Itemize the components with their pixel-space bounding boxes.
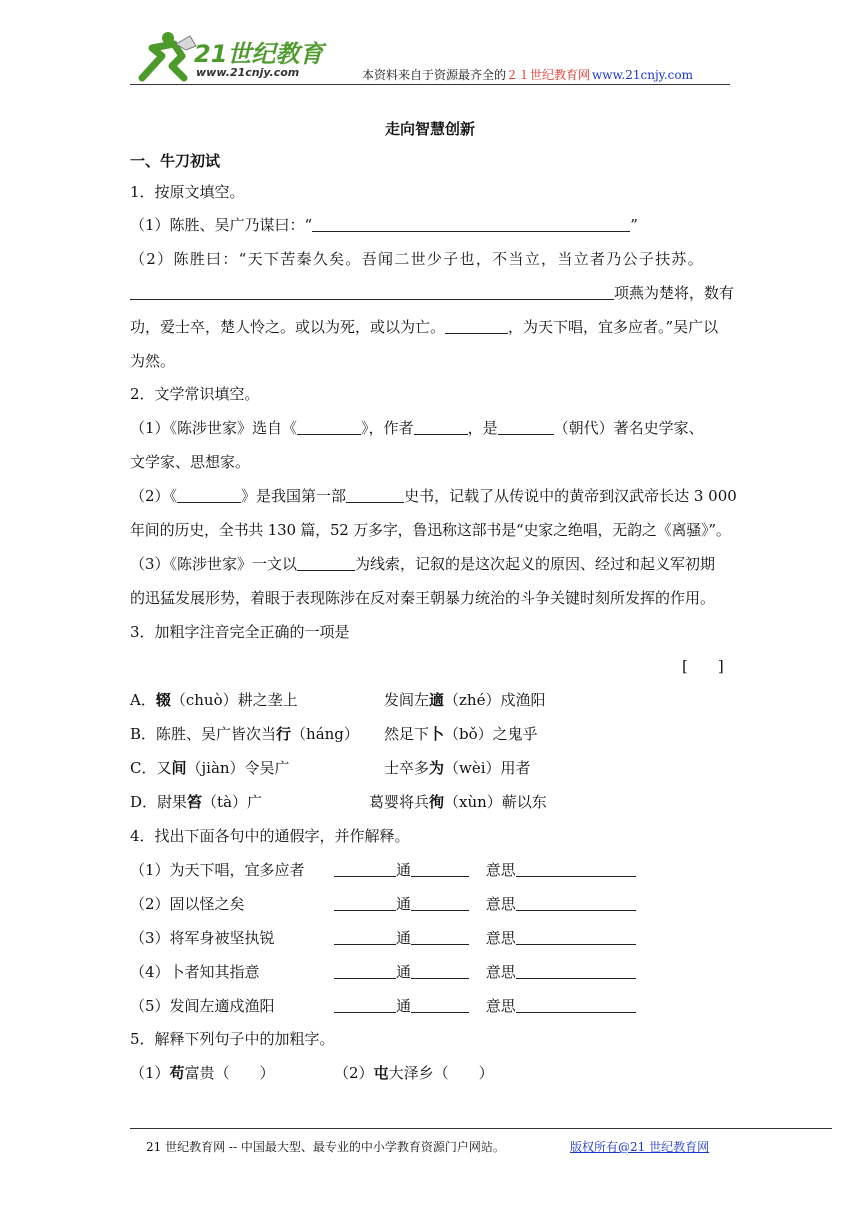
meaning-label: 意思 (485, 929, 516, 947)
meaning-label: 意思 (485, 963, 516, 981)
notice-prefix: 本资料来自于资源最齐全的 (362, 68, 507, 82)
fill-blank[interactable] (177, 488, 241, 503)
tong-label: 通 (396, 929, 412, 947)
option-text: A． (130, 691, 156, 709)
bold-char: 笞 (187, 793, 203, 811)
q2-p2-text: （2）《 (130, 487, 178, 505)
option-a-1[interactable] (130, 690, 298, 710)
bold-char: 徇 (429, 793, 445, 811)
q2-p3-text: 为线索，记叙的是这次起义的原因、经过和起义军初期 (355, 555, 716, 573)
question-2-stem: 2．文学常识填空。 (130, 385, 260, 403)
option-a-2 (384, 690, 545, 710)
q5-text: 大泽乡（ ） (388, 1064, 494, 1082)
bold-char: 辍 (155, 691, 171, 709)
q2-p1-text: 》，作者 (361, 419, 414, 437)
question-1-item-2: （2）陈胜曰：“天下苦秦久矣。吾闻二世少子也，不当立，当立者乃公子扶苏。 (130, 250, 705, 268)
fill-blank[interactable] (334, 964, 396, 979)
fill-blank[interactable] (130, 285, 614, 300)
q4-item-sentence: （2）固以怪之矣 (130, 895, 245, 913)
fill-blank[interactable] (516, 862, 636, 877)
bold-char: 行 (276, 725, 292, 743)
q4-item-answer (334, 894, 636, 914)
q2-p2-text: 史书，记载了从传说中的黄帝到汉武帝长达 3 000 (404, 487, 737, 505)
question-3-stem: 3．加粗字注音完全正确的一项是 (130, 623, 350, 641)
fill-blank[interactable] (411, 930, 469, 945)
fill-blank[interactable] (411, 896, 469, 911)
fill-blank[interactable] (516, 998, 636, 1013)
page-title: 走向智慧创新 (385, 120, 476, 138)
question-1-item-1 (130, 215, 638, 235)
option-text: （zhé）戍渔阳 (444, 691, 546, 709)
logo-text: 21世纪教育 (194, 40, 324, 68)
answer-bracket[interactable]: [ ] (682, 657, 724, 675)
fill-blank[interactable] (445, 319, 508, 334)
tong-label: 通 (396, 861, 412, 879)
fill-blank[interactable] (414, 420, 468, 435)
fill-blank[interactable] (334, 896, 396, 911)
q2-p1-text: （1）《陈涉世家》选自《 (130, 419, 298, 437)
option-b-1[interactable] (130, 724, 359, 744)
option-text: 葛婴将兵 (369, 793, 430, 811)
option-text: （wèi）用者 (444, 759, 531, 777)
option-text: （tà）广 (202, 793, 263, 811)
q4-item-answer (334, 928, 636, 948)
q1-p1-text: （1）陈胜、吴广乃谋曰：“ (130, 216, 313, 234)
bold-char: 苟 (169, 1064, 185, 1082)
notice-url-link[interactable]: www.21cnjy.com (592, 68, 693, 82)
fill-blank[interactable] (516, 896, 636, 911)
option-text: （jiàn）令吴广 (186, 759, 290, 777)
question-2-item-1-line2: 文学家、思想家。 (130, 453, 251, 471)
fill-blank[interactable] (334, 930, 396, 945)
question-2-item-2-line2: 年间的历史，全书共 130 篇，52 万多字，鲁迅称这部书是“史家之绝唱，无韵之《离骚》”。 (130, 521, 731, 539)
option-text: B．陈胜、吴广皆次当 (130, 725, 277, 743)
section-heading: 一、牛刀初试 (130, 152, 221, 170)
bold-char: 屯 (373, 1064, 389, 1082)
bold-char: 卜 (429, 725, 445, 743)
option-c-1[interactable] (130, 758, 290, 778)
fill-blank[interactable] (297, 420, 361, 435)
option-text: 士卒多 (384, 759, 430, 777)
option-text: 然足下 (384, 725, 430, 743)
question-2-item-3 (130, 554, 715, 574)
site-logo (132, 26, 342, 86)
fill-blank[interactable] (411, 862, 469, 877)
q1-p2-text: 项燕为楚将，数有 (614, 284, 735, 302)
option-text: （bǒ）之鬼乎 (444, 725, 538, 743)
question-2-item-1 (130, 418, 704, 438)
tong-label: 通 (396, 963, 412, 981)
notice-brand: ２１世纪教育网 (506, 68, 591, 82)
meaning-label: 意思 (485, 895, 516, 913)
q5-item-2 (334, 1063, 494, 1083)
q4-item-answer (334, 860, 636, 880)
fill-blank[interactable] (411, 998, 469, 1013)
meaning-label: 意思 (485, 861, 516, 879)
header-divider (130, 84, 730, 85)
question-1-item-2-line2 (130, 283, 734, 303)
fill-blank[interactable] (334, 862, 396, 877)
q4-item-sentence: （5）发闾左適戍渔阳 (130, 997, 275, 1015)
fill-blank[interactable] (297, 556, 355, 571)
fill-blank[interactable] (346, 488, 404, 503)
footer-text: 21 世纪教育网 -- 中国最大型、最专业的中小学教育资源门户网站。 (146, 1140, 505, 1154)
tong-label: 通 (396, 895, 412, 913)
q4-item-sentence: （1）为天下唱，宜多应者 (130, 861, 305, 879)
question-1-item-2-line4: 为然。 (130, 352, 176, 370)
question-5-stem: 5．解释下列句子中的加粗字。 (130, 1030, 335, 1048)
q2-p2-text: 》是我国第一部 (241, 487, 347, 505)
q4-item-sentence: （4）卜者知其指意 (130, 963, 260, 981)
option-text: D．尉果 (130, 793, 188, 811)
question-1-stem: 1．按原文填空。 (130, 183, 245, 201)
q2-p1-text: ，是 (467, 419, 498, 437)
fill-blank[interactable] (334, 998, 396, 1013)
q5-item-1 (130, 1063, 275, 1083)
meaning-label: 意思 (485, 997, 516, 1015)
q4-item-answer (334, 996, 636, 1016)
q1-p2-text: ，为天下唱，宜多应者。”吴广以 (508, 318, 719, 336)
q5-text: （1） (130, 1064, 170, 1082)
runner-logo-icon (132, 26, 342, 86)
bold-char: 適 (429, 691, 445, 709)
fill-blank[interactable] (312, 217, 630, 232)
fill-blank[interactable] (516, 930, 636, 945)
q1-p1-close: ” (630, 216, 638, 234)
footer-divider (130, 1128, 832, 1129)
footer-copyright-link[interactable]: 版权所有@21 世纪教育网 (570, 1140, 710, 1154)
option-b-2 (384, 724, 538, 744)
q2-p3-text: （3）《陈涉世家》一文以 (130, 555, 298, 573)
tong-label: 通 (396, 997, 412, 1015)
q4-item-answer (334, 962, 636, 982)
q5-text: （2） (334, 1064, 374, 1082)
option-d-1[interactable] (130, 792, 262, 812)
option-text: （chuò）耕之垄上 (170, 691, 298, 709)
option-c-2 (384, 758, 531, 778)
q4-item-sentence: （3）将军身被坚执锐 (130, 929, 275, 947)
question-2-item-3-line2: 的迅猛发展形势，着眼于表现陈涉在反对秦王朝暴力统治的斗争关键时刻所发挥的作用。 (130, 589, 716, 607)
question-2-item-2 (130, 486, 737, 506)
bold-char: 为 (429, 759, 445, 777)
header-notice (362, 66, 693, 83)
logo-url: www.21cnjy.com (196, 66, 300, 79)
q1-p2-text: 功，爱士卒，楚人怜之。或以为死，或以为亡。 (130, 318, 446, 336)
option-text: （háng） (291, 725, 359, 743)
q5-text: 富贵（ ） (184, 1064, 275, 1082)
question-4-stem: 4．找出下面各句中的通假字，并作解释。 (130, 827, 410, 845)
fill-blank[interactable] (411, 964, 469, 979)
q2-p1-text: （朝代）著名史学家、 (553, 419, 704, 437)
option-text: （xùn）蕲以东 (444, 793, 547, 811)
option-text: 发闾左 (384, 691, 430, 709)
fill-blank[interactable] (516, 964, 636, 979)
option-text: C．又 (130, 759, 172, 777)
question-1-item-2-line3 (130, 317, 718, 337)
option-d-2 (369, 792, 547, 812)
bold-char: 间 (171, 759, 187, 777)
fill-blank[interactable] (498, 420, 554, 435)
